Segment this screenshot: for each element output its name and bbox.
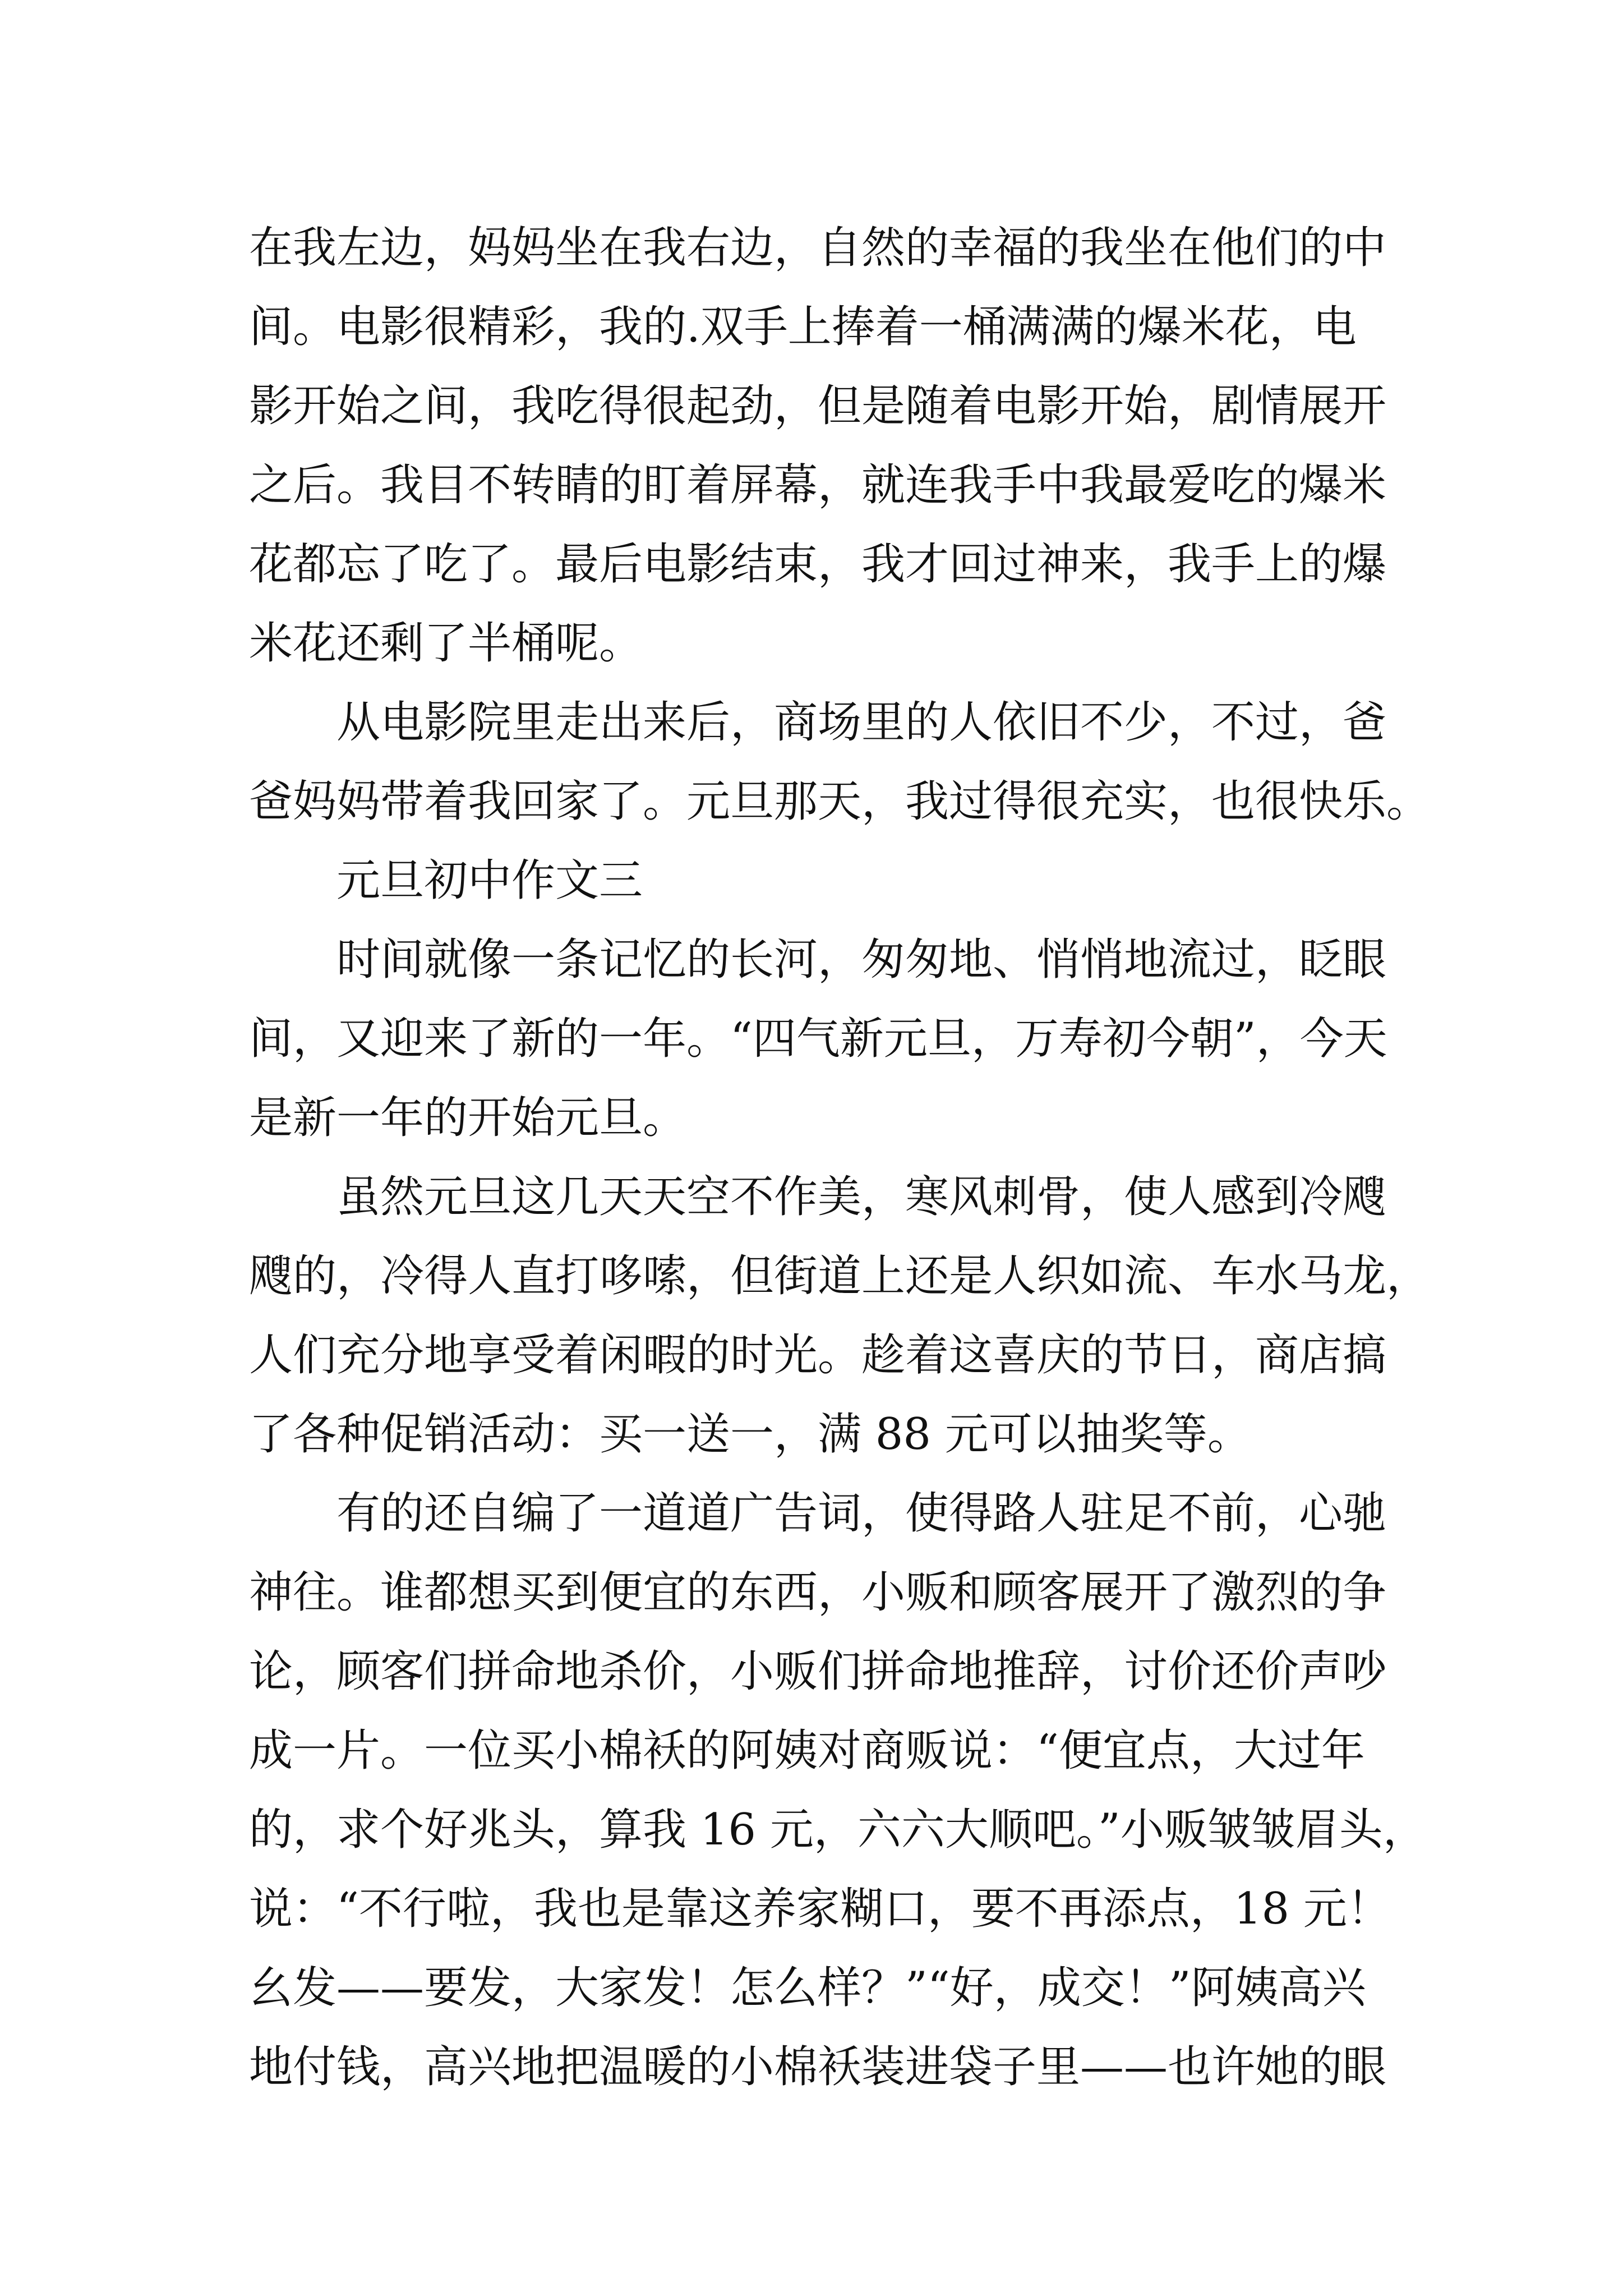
text-line: 地付钱，高兴地把温暖的小棉袄装进袋子里——也许她的眼 (249, 2042, 1387, 2092)
text-line: 神往。谁都想买到便宜的东西，小贩和顾客展开了激烈的争 (249, 1567, 1387, 1618)
text-line: 人们充分地享受着闲暇的时光。趁着这喜庆的节日，商店搞 (249, 1330, 1387, 1381)
text-line: 成一片。一位买小棉袄的阿姨对商贩说：“便宜点，大过年 (249, 1726, 1365, 1776)
text-line: 爸妈妈带着我回家了。元旦那天，我过得很充实，也很快乐。 (249, 776, 1431, 827)
text-line: 间。电影很精彩，我的.双手上捧着一桶满满的爆米花，电 (249, 302, 1357, 352)
text-line: 影开始之间，我吃得很起劲，但是随着电影开始，剧情展开 (249, 381, 1387, 431)
text-line: 论，顾客们拼命地杀价，小贩们拼命地推辞，讨价还价声吵 (249, 1646, 1387, 1697)
text-line: 的，求个好兆头，算我 16 元，六六大顺吧。”小贩皱皱眉头， (249, 1805, 1427, 1855)
text-line: 从电影院里走出来后，商场里的人依旧不少，不过，爸 (336, 697, 1387, 748)
text-line: 花都忘了吃了。最后电影结束，我才回过神来，我手上的爆 (249, 539, 1387, 590)
text-line: 时间就像一条记忆的长河，匆匆地、悄悄地流过，眨眼 (336, 935, 1387, 985)
text-line: 了各种促销活动：买一送一，满 88 元可以抽奖等。 (249, 1409, 1251, 1460)
text-line: 米花还剩了半桶呢。 (249, 618, 643, 669)
text-line: 有的还自编了一道道广告词，使得路人驻足不前，心驰 (336, 1488, 1387, 1539)
text-line: 说：“不行啦，我也是靠这养家糊口，要不再添点，18 元！ (249, 1884, 1391, 1934)
text-line: 是新一年的开始元旦。 (249, 1093, 687, 1143)
text-line: 之后。我目不转睛的盯着屏幕，就连我手中我最爱吃的爆米 (249, 460, 1387, 510)
text-line: 飕的，冷得人直打哆嗦，但街道上还是人织如流、车水马龙， (249, 1251, 1431, 1301)
text-line: 间，又迎来了新的一年。“四气新元旦，万寿初今朝”，今天 (249, 1014, 1387, 1064)
text-line: 在我左边，妈妈坐在我右边，自然的幸福的我坐在他们的中 (249, 223, 1387, 273)
text-line: 幺发——要发，大家发！怎么样？”“好，成交！”阿姨高兴 (249, 1963, 1366, 2013)
essay-text (249, 209, 1431, 2107)
text-line: 虽然元旦这几天天空不作美，寒风刺骨，使人感到冷飕 (336, 1172, 1387, 1222)
section-heading: 元旦初中作文三 (336, 855, 643, 906)
